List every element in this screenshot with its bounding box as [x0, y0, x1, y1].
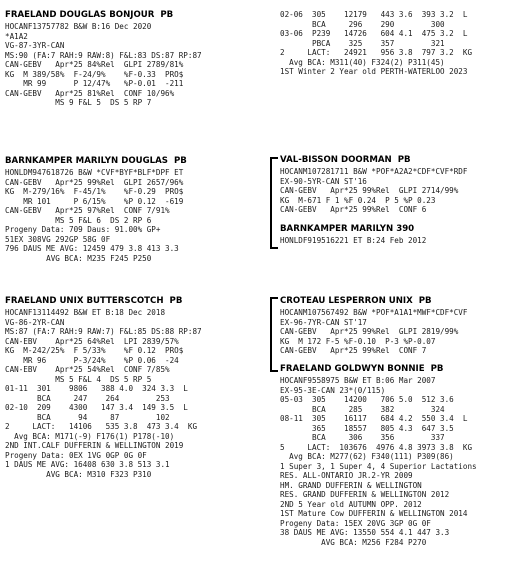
animal-details-doorman: HOCANM107281711 B&W *POF*A2A2*CDF*CVF*RDF EX-90-5YR-CAN ST'16 CAN-GEBV Apr*25 99%Rel GLPI 2714/99% KG M-671 F 1 %F 0.24 P 5 %P 0.23 CAN-GEBV Apr*25 99%Rel CONF 6 [280, 167, 468, 214]
lactation-records-bonjour: 02-06 305 12179 443 3.6 393 3.2 L BCA 296 290 300 03-06 P239 14726 604 4.1 475 3.2 L PBCA 325 357 321 2 LACT: 24921 956 3.8 797 3.2 KG Avg BCA: M311(40) F324(2) P311(45) 1ST Winter 2 Year old PERTH-WATERLOO 2023 [280, 10, 473, 76]
animal-details-butterscotch: HOCANF13114492 B&W ET B:18 Dec 2018 VG-86-2YR-CAN MS:87 (FA:7 RAH:9 RAW:7) F&L:85 DS:88 RP:87 CAN-EBV Apr*25 64%Rel LPI 2839/57% KG M-242/25% F 5/33% %F 0.12 PRO$ MR 96 P-3/24% %P 0.06 -24 CAN-EBV Apr*25 54%Rel CONF 7/85% MS 5 F&L 4 DS 5 RP 5 01-11 301 9806 388 4.0 324 3.3 L BCA 247 264 253 02-10 209 4300 147 3.4 149 3.5 L BCA 94 87 102 2 LACT: 14106 535 3.8 473 3.4 KG Avg BCA: M171(-9) F176(1) P178(-10) 2ND INT.CALF DUFFERIN & WELLINGTON 2019 Progeny Data: 0EX 1VG 0GP 0G 0F 1 DAUS ME AVG: 16408 630 3.8 513 3.1 AVG BCA: M310 F323 P310 [5, 308, 202, 479]
pedigree-bracket-bottom [270, 247, 278, 249]
animal-name-butterscotch: FRAELAND UNIX BUTTERSCOTCH PB [5, 296, 183, 306]
animal-details-lesperron: HOCANM107567492 B&W *POF*A1A1*MWF*CDF*CVF EX-96-7YR-CAN ST'17 CAN-GEBV Apr*25 99%Rel GLPI 2819/99% KG M 172 F-5 %F-0.10 P-3 %P-0.07 CAN-GEBV Apr*25 99%Rel CONF 7 [280, 308, 468, 355]
animal-details-marilyn-390: HONLDF919516221 ET B:24 Feb 2012 [280, 236, 427, 245]
pedigree-bracket-2-bottom [270, 370, 278, 372]
pedigree-bracket-2-top [270, 297, 278, 299]
animal-name-goldwyn-bonnie: FRAELAND GOLDWYN BONNIE PB [280, 364, 444, 374]
animal-name-marilyn-390: BARNKAMPER MARILYN 390 [280, 224, 415, 234]
pedigree-bracket [270, 157, 272, 249]
animal-name-lesperron: CROTEAU LESPERRON UNIX PB [280, 296, 432, 306]
animal-details-goldwyn-bonnie: HOCANF9558975 B&W ET B:06 Mar 2007 EX-95-3E-CAN 23*(0/115) 05-03 305 14200 706 5.0 512 3.6 BCA 285 382 324 08-11 305 16117 684 4.2 550 3.4 L 365 18557 805 4.3 647 3.5 BCA 306 356 337 5 LACT: 103676 4976 4.8 3973 3.8 KG Avg BCA: M277(62) F340(111) P309(86) 1 Super 3, 1 Super 4, 4 Superior Lactations RES. ALL-ONTARIO JR.2-YR 2009 HM. GRAND DUFFERIN & WELLINGTON RES. GRAND DUFFERIN & WELLINGTON 2012 2ND 5 Year old AUTUMN OPP. 2012 1ST Mature Cow DUFFERIN & WELLINGTON 2014 Progeny Data: 15EX 20VG 3GP 0G 0F 38 DAUS ME AVG: 13550 554 4.1 447 3.3 AVG BCA: M256 F284 P270 [280, 376, 477, 547]
animal-details-marilyn-douglas: HONLDM947618726 B&W *CVF*BYF*BLF*DPF ET CAN-GEBV Apr*25 99%Rel GLPI 2657/96% KG M-279/16% F-45/1% %F-0.29 PRO$ MR 101 P 6/15% %P 0.12 -619 CAN-GEBV Apr*25 97%Rel CONF 7/91% MS 5 F&L 6 DS 2 RP 6 Progeny Data: 709 Daus: 91.00% GP+ 51EX 308VG 292GP 58G 0F 796 DAUS ME AVG: 12459 479 3.8 413 3.3 AVG BCA: M235 F245 P250 [5, 168, 184, 263]
pedigree-bracket-top [270, 157, 278, 159]
animal-name-doorman: VAL-BISSON DOORMAN PB [280, 155, 411, 165]
pedigree-bracket-2 [270, 297, 272, 372]
animal-name-bonjour: FRAELAND DOUGLAS BONJOUR PB [5, 10, 174, 20]
animal-name-marilyn-douglas: BARNKAMPER MARILYN DOUGLAS PB [5, 156, 187, 166]
animal-details-bonjour: HOCANF13757782 B&W B:16 Dec 2020 *A1A2 VG-87-3YR-CAN MS:90 (FA:7 RAH:9 RAW:8) F&L:83 DS:87 RP:87 CAN-GEBV Apr*25 84%Rel GLPI 2789/81% KG M 389/58% F-24/9% %F-0.33 PRO$ MR 99 P 12/47% %P-0.01 -211 CAN-GEBV Apr*25 81%Rel CONF 10/96% MS 9 F&L 5 DS 5 RP 7 [5, 22, 202, 107]
